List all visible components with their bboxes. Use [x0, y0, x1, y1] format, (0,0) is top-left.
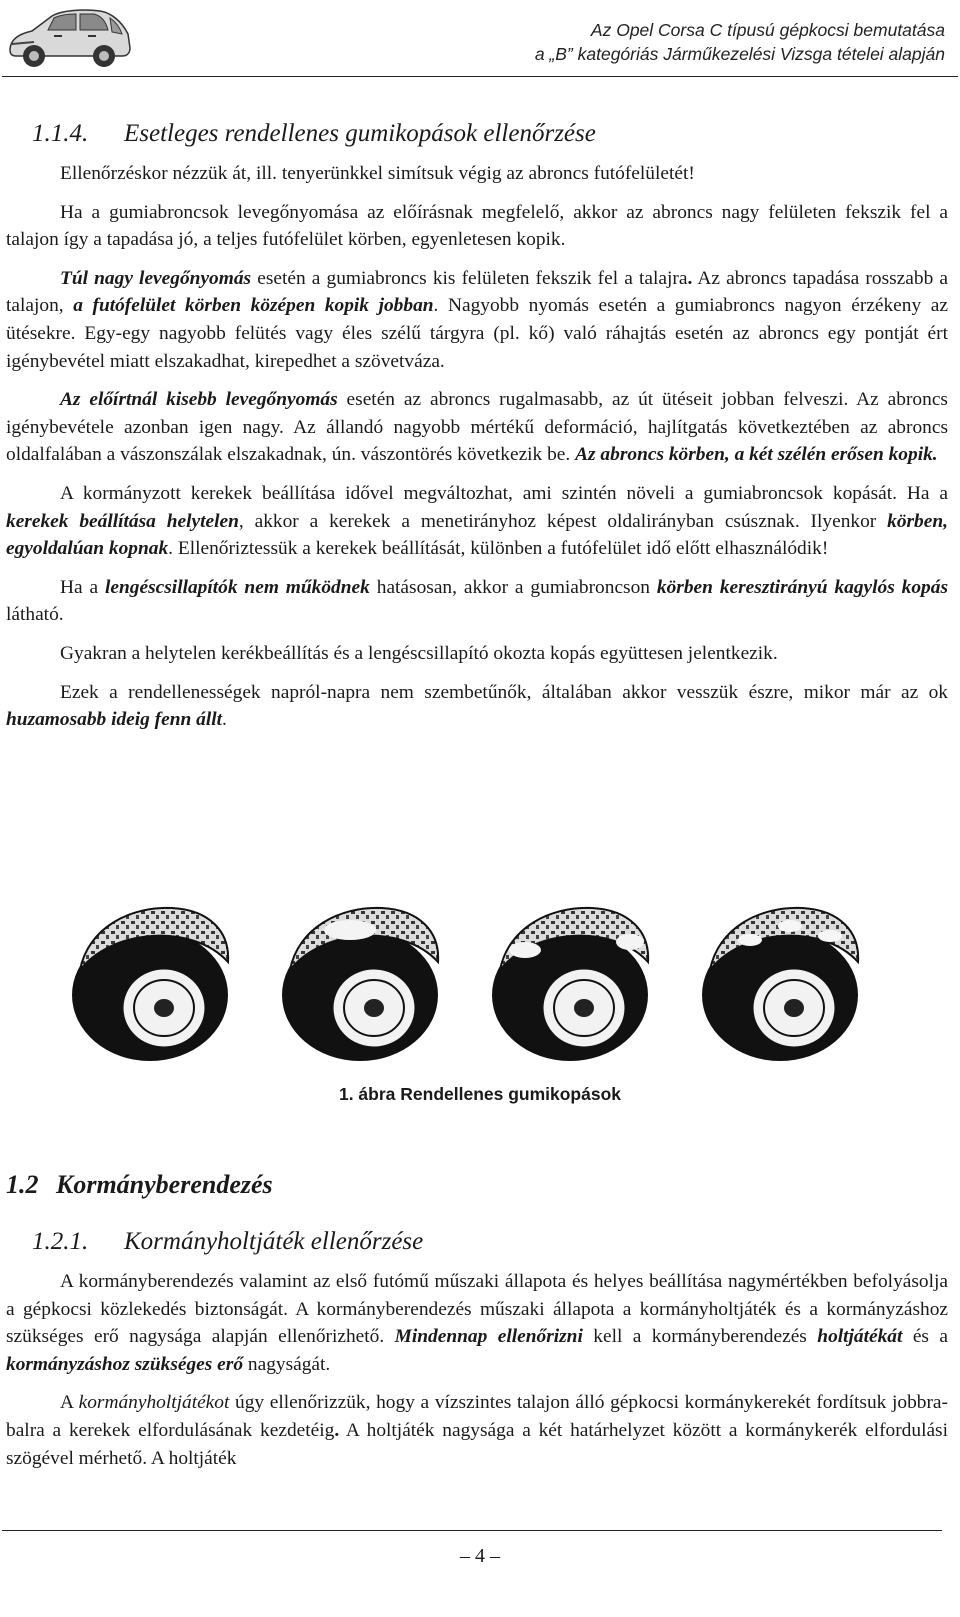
- header-rule: [2, 76, 958, 77]
- paragraph-7: Gyakran a helytelen kerékbeállítás és a lengéscsillapító okozta kopás együttesen jelentkezik.: [60, 642, 778, 664]
- paragraph-10: A kormányholtjátékot úgy ellenőrizzük, hogy a vízszintes talajon álló gépkocsi kormánykerekét fordítsuk jobbra-balra a kerekek elfordulásának kezdetéig. A holtjáték nagysága a két határhelyzet között a kormánykerék elfordulási szögével mérhető. A holtjáték: [6, 1392, 948, 1469]
- tire-image-3: [492, 908, 648, 1061]
- section-heading-1-2: [6, 1170, 273, 1200]
- paragraph-8: Ezek a rendellenességek napról-napra nem szembetűnők, általában akkor vesszük észre, mikor már az ok huzamosabb ideig fenn állt.: [6, 681, 948, 731]
- paragraph-6: Ha a lengéscsillapítók nem működnek hatásosan, akkor a gumiabroncson körben keresztirányú kagylós kopás látható.: [6, 576, 948, 626]
- tire-wear-figure: [60, 900, 880, 1062]
- page-number: – 4 –: [460, 1545, 500, 1567]
- paragraph-5: A kormányzott kerekek beállítása idővel megváltozhat, ami szintén növeli a gumiabroncsok kopását. Ha a kerekek beállítása helytelen, akkor a kerekek a menetirányhoz képest oldalirányban csúsznak. Ilyenkor körben, egyoldalúan kopnak. Ellenőriztessük a kerekek beállítását, különben a futófelület idő előtt elhasználódik!: [6, 482, 948, 560]
- section-title: Kormányholtjáték ellenőrzése: [124, 1228, 424, 1255]
- footer-rule: [2, 1530, 942, 1531]
- section-number: 1.2.1.: [32, 1228, 89, 1255]
- section-heading-1-1-4: [32, 118, 948, 150]
- section-number: 1.1.4.: [32, 120, 89, 147]
- tire-image-2: [282, 908, 438, 1061]
- section-1-1-4: [6, 118, 948, 734]
- car-logo-icon: [4, 4, 134, 72]
- page-header: [0, 0, 960, 78]
- header-line-2: a „B” kategóriás Járműkezelési Vizsga tételei alapján: [534, 44, 945, 64]
- tire-image-1: [72, 908, 228, 1061]
- paragraph-1: Ellenőrzéskor nézzük át, ill. tenyerünkkel simítsuk végig az abroncs futófelületét!: [60, 163, 695, 184]
- section-1-2-1: [6, 1226, 948, 1472]
- paragraph-3: Túl nagy levegőnyomás esetén a gumiabroncs kis felületen fekszik fel a talajra. Az abroncs tapadása rosszabb a talajon, a futófelület körben középen kopik jobban. Nagyobb nyomás esetén a gumiabroncs nagyon érzékeny az ütésekre. Egy-egy nagyobb felütés vagy éles szélű tárgyra (pl. kő) való ráhajtás esetén az abroncs egy pontját ért igénybevétel miatt elszakadhat, kirepedhet a szövetváza.: [6, 267, 948, 372]
- section-heading-1-2-1: [32, 1226, 948, 1258]
- paragraph-4: Az előírtnál kisebb levegőnyomás esetén az abroncs rugalmasabb, az út ütéseit jobban felveszi. Az abroncs igénybevétele azonban igen nagy. Az állandó nagyobb mértékű deformáció, hajlítgatás következtében az abroncs oldalfalában a vászonszálak elszakadnak, ún. vászontörés következik be. Az abroncs körben, a két szélén erősen kopik.: [6, 389, 948, 466]
- section-title: Esetleges rendellenes gumikopások ellenőrzése: [124, 120, 596, 147]
- paragraph-2: Ha a gumiabroncsok levegőnyomása az előírásnak megfelelő, akkor az abroncs nagy felületen fekszik fel a talajon így a tapadása jó, a teljes futófelület körben, egyenletesen kopik.: [6, 201, 948, 251]
- section-title: Kormányberendezés: [56, 1170, 273, 1199]
- header-line-1: Az Opel Corsa C típusú gépkocsi bemutatása: [590, 20, 945, 40]
- section-number: 1.2: [6, 1170, 39, 1199]
- figure-caption: 1. ábra Rendellenes gumikopások: [338, 1084, 622, 1104]
- paragraph-9: A kormányberendezés valamint az első futómű műszaki állapota és helyes beállítása nagymértékben befolyásolja a gépkocsi közlekedés biztonságát. A kormányberendezés műszaki állapota a kormányholtjáték és a kormányzáshoz szükséges erő nagysága alapján ellenőrizhető. Mindennap ellenőrizni kell a kormányberendezés holtjátékát és a kormányzáshoz szükséges erő nagyságát.: [6, 1271, 948, 1375]
- tire-image-4: [702, 908, 858, 1061]
